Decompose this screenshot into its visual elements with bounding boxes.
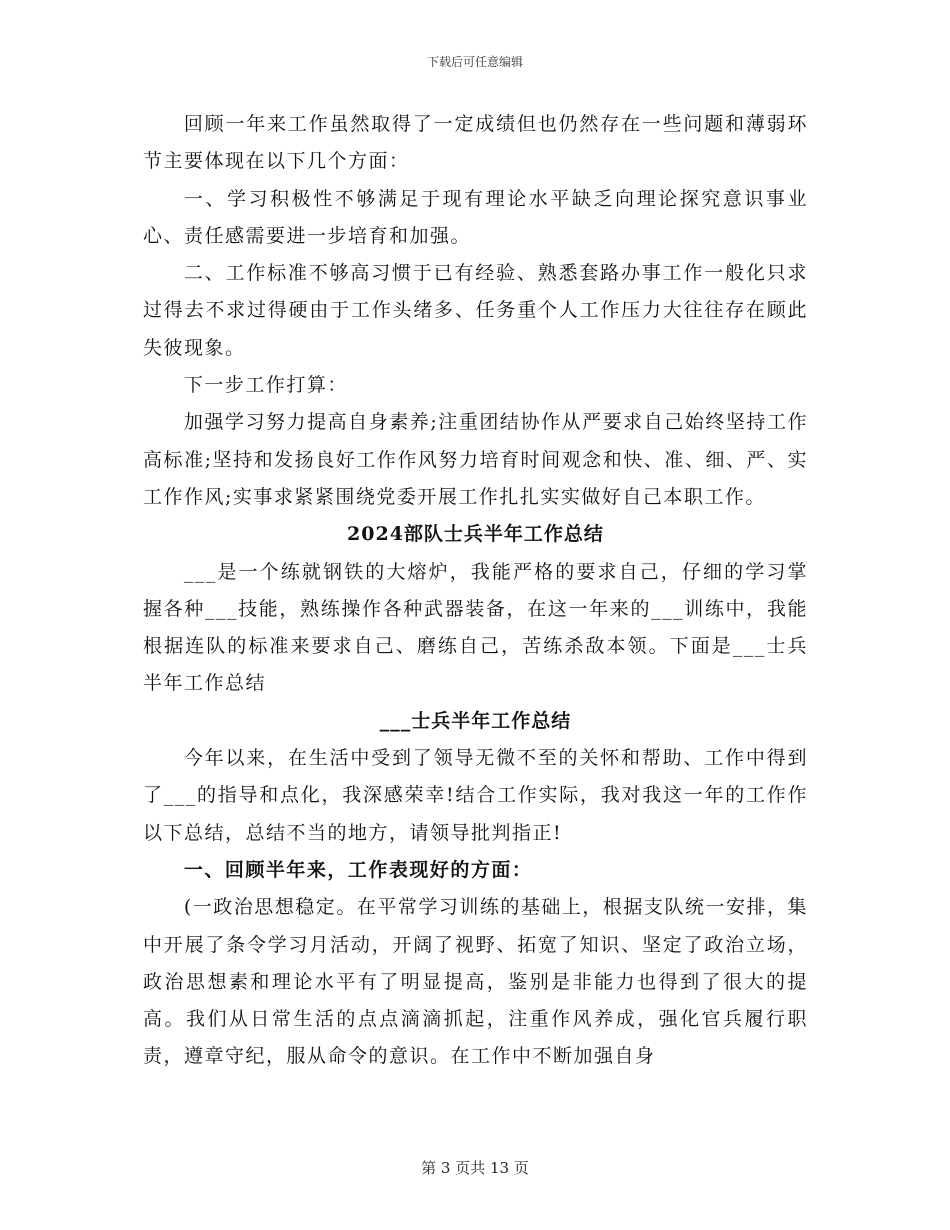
body-paragraph: 回顾一年来工作虽然取得了一定成绩但也仍然存在一些问题和薄弱环节主要体现在以下几个方面： — [143, 113, 808, 173]
subsection-heading: 一、回顾半年来，工作表现好的方面： — [183, 858, 533, 881]
page-footer: 第 3 页共 13 页 — [421, 1159, 529, 1177]
body-paragraph: ___是一个练就钢铁的大熔炉，我能严格的要求自己，仔细的学习掌握各种___技能，熟练操作各种武器装备，在这一年来的___训练中，我能根据连队的标准来要求自己、磨练自己，苦练杀敌本领。下面是___士兵半年工作总结 — [143, 560, 808, 695]
body-paragraph: 一、学习积极性不够满足于现有理论水平缺乏向理论探究意识事业心、责任感需要进一步培育和加强。 — [143, 187, 808, 247]
section-title: 2024部队士兵半年工作总结 — [347, 523, 604, 546]
body-paragraph: 二、工作标准不够高习惯于已有经验、熟悉套路办事工作一般化只求过得去不求过得硬由于工作头绪多、任务重个人工作压力大往往存在顾此失彼现象。 — [143, 262, 808, 359]
document-body — [143, 106, 808, 1076]
section-title: ___士兵半年工作总结 — [379, 709, 572, 732]
body-paragraph: 今年以来，在生活中受到了领导无微不至的关怀和帮助、工作中得到了___的指导和点化，我深感荣幸!结合工作实际，我对我这一年的工作作以下总结，总结不当的地方，请领导批判指正! — [143, 747, 808, 844]
page-header: 下载后可任意编辑 — [426, 55, 523, 69]
body-paragraph: (一政治思想稳定。在平常学习训练的基础上，根据支队统一安排，集中开展了条令学习月活动，开阔了视野、拓宽了知识、坚定了政治立场，政治思想素和理论水平有了明显提高，鉴别是非能力也得到了很大的提高。我们从日常生活的点点滴滴抓起，注重作风养成，强化官兵履行职责，遵章守纪，服从命令的意识。在工作中不断加强自身 — [143, 896, 808, 1068]
body-paragraph: 加强学习努力提高自身素养;注重团结协作从严要求自己始终坚持工作高标准;坚持和发扬良好工作作风努力培育时间观念和快、准、细、严、实工作作风;实事求紧紧围绕党委开展工作扎扎实实做好自己本职工作。 — [143, 411, 808, 508]
body-paragraph: 下一步工作打算： — [183, 374, 348, 397]
